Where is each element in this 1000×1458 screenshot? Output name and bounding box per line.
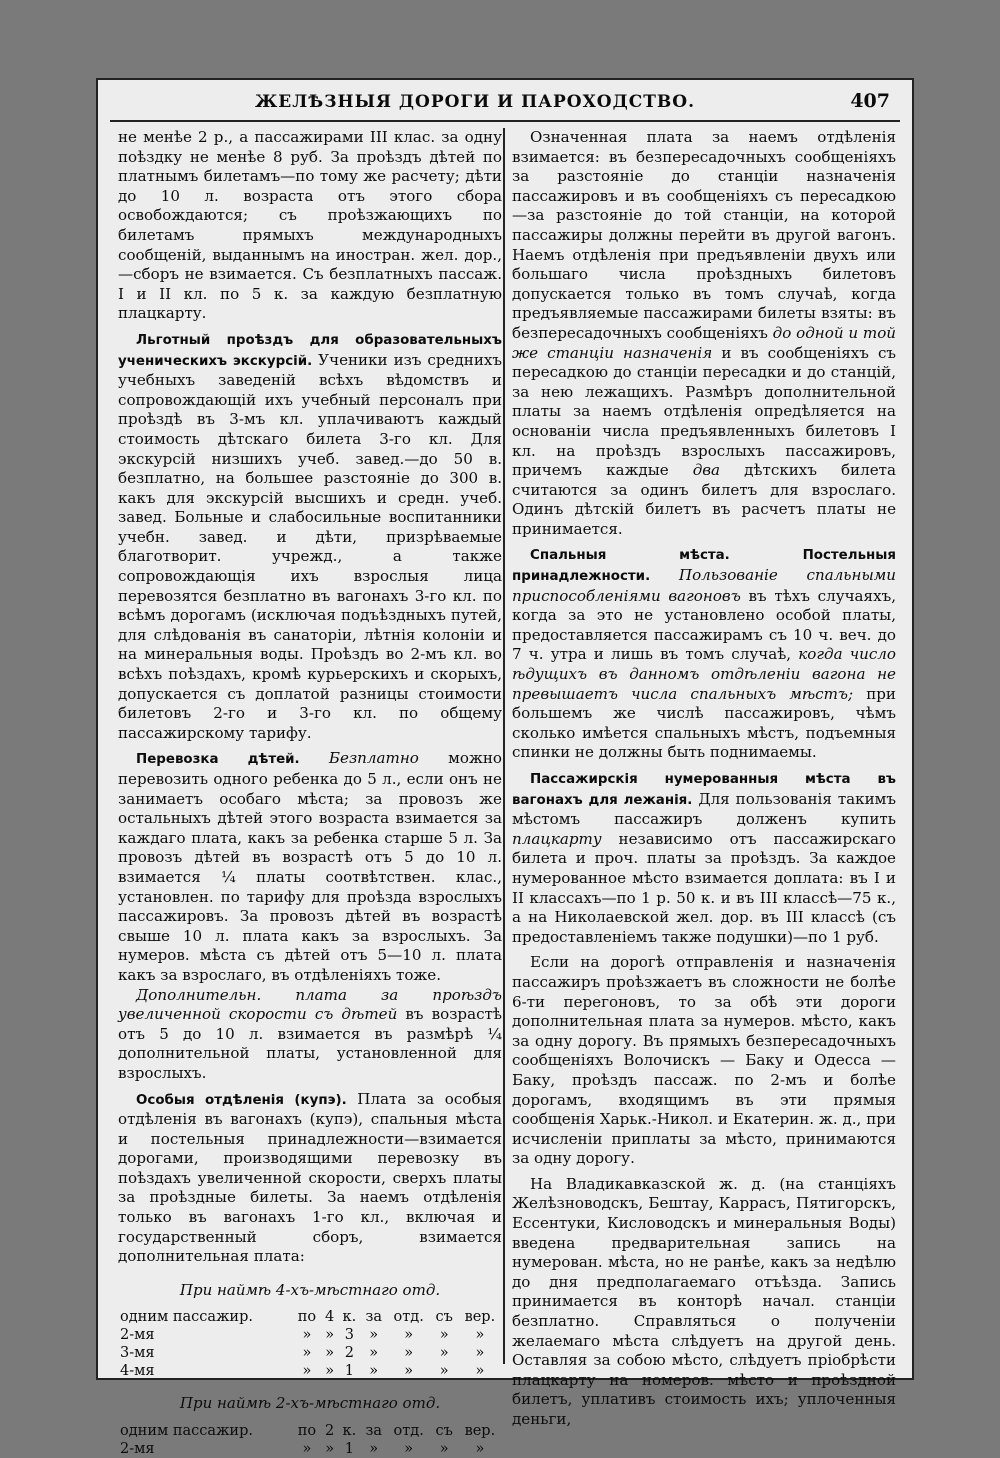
table-row [118,1326,502,1344]
table-cell: 4-мя [120,1363,155,1380]
table-row [118,1344,502,1362]
table-cell: 2-мя [120,1327,155,1344]
emphasis: Безплатно [299,749,419,768]
table-cell: » [302,1345,312,1362]
table-cell: за [365,1309,382,1326]
emphasis: плацкарту [512,829,602,848]
table-cell: » [325,1363,335,1380]
table-cell: » [404,1327,414,1344]
table-cell: » [404,1363,414,1380]
paragraph [512,769,896,947]
table-cell: » [325,1345,335,1362]
table-cell: 2 [344,1345,354,1362]
paragraph-text: при большемъ же числѣ пассажировъ, чѣмъ сколько имѣется спальныхъ мѣстъ, подъемныя спинки не должны быть поднимаемы. [512,684,896,762]
table-cell: » [369,1363,379,1380]
table-cell: к. [342,1309,357,1326]
table-cell: » [439,1327,449,1344]
table-cell: съ [435,1423,453,1440]
table-cell: 1 [344,1441,354,1458]
table-cell: 2 [325,1423,335,1440]
emphasis: до одной и той же станціи назначенія [512,323,897,362]
paragraph-text: въ тѣхъ случаяхъ, когда за это не установлено особой платы, предоставляется пассажирамъ съ 10 ч. веч. до 7 ч. утра и лишь въ томъ случаѣ, [512,586,896,664]
running-title: ЖЕЛѢЗНЫЯ ДОРОГИ И ПАРОХОДСТВО. [254,92,696,112]
section-heading: Особыя отдѣленія (купэ). [136,1092,347,1108]
paragraph: не менѣе 2 р., а пассажирами III клас. за одну поѣздку не менѣе 8 руб. За проѣздъ дѣтей по платнымъ билетамъ—по тому же расчету; дѣти до 10 л. возраста отъ этого сбора освобождаются; съ проѣзжающихъ по билетамъ прямыхъ международныхъ сообщеній, выданнымъ на иностран. жел. дор.,—сборъ не взимается. Съ безплатныхъ пассаж. I и II кл. по 5 к. за каждую безплатную плацкарту. [118,128,502,323]
table-cell: по [297,1423,317,1440]
paragraph-text: можно перевозить одного ребенка до 5 л., если онъ не занимаетъ особаго мѣста; за провозъ же остальныхъ дѣтей этого возраста взимается за каждаго плата, какъ за ребенка старше 5 л. За провозъ дѣтей въ возрастѣ отъ 5 до 10 л. взимается ¼ платы соотвѣтствен. клас., установлен. по тарифу для проѣзда взрослыхъ пассажировъ. За провозъ дѣтей въ возрастѣ свыше 10 л. плата какъ за взрослыхъ. За нумеров. мѣста съ дѣтей отъ 5—10 л. плата какъ за взрослаго, въ отдѣленіяхъ тоже. [118,749,502,984]
left-column [118,128,502,1458]
paragraph [118,330,502,743]
table-row [118,1440,502,1458]
paragraph-text: Для пользованія такимъ мѣстомъ пассажиръ долженъ купить [512,789,897,829]
table-cell: отд. [393,1309,424,1326]
table-cell: » [439,1345,449,1362]
table-cell: » [369,1327,379,1344]
right-column [512,128,896,1430]
table-cell: 1 [344,1363,354,1380]
section-heading: Спальныя мѣста. Постельныя принадлежности. [512,548,896,585]
table-cell: » [404,1345,414,1362]
fare-table-2-seat [118,1422,502,1458]
table-cell: » [302,1441,312,1458]
book-page [96,78,914,1458]
table-cell: по [297,1309,317,1326]
section-heading: Пассажирскія нумерованныя мѣста въ вагонахъ для лежанія. [512,772,896,808]
table-cell: » [302,1327,312,1344]
paragraph-text: въ возрастѣ отъ 5 до 10 л. взимается въ размѣрѣ ¼ дополнительной платы, установленной для взрослыхъ. [118,1005,502,1082]
table-cell: » [325,1327,335,1344]
paragraph-text: и въ сообщеніяхъ съ пересадкою до станціи пересадки и до станцій, за нею лежащихъ. Размѣръ дополнительной платы за наемъ отдѣленія опредѣляется на основаніи числа предъявленныхъ билетовъ I кл. на проѣздъ взрослыхъ пассажировъ, причемъ каждые [512,343,896,480]
table-row [118,1422,502,1440]
table-cell: 4 [325,1309,335,1326]
table-cell: к. [342,1423,357,1440]
table-cell: » [369,1441,379,1458]
emphasis: два [692,461,721,480]
table-row [118,1362,502,1380]
page-number: 407 [850,90,890,112]
table-cell: вер. [464,1423,496,1440]
table-cell: съ [435,1309,453,1326]
table-cell: » [439,1363,449,1380]
paragraph-text: независимо отъ пассажирскаго билета и проч. платы за проѣздъ. За каждое нумерованное мѣсто взимается доплата: въ I и II классахъ—по 1 р. 50 к. и въ III классѣ—75 к., а на Николаевской жел. дор. въ III классѣ (съ предоставленіемъ также подушки)—по 1 руб. [512,829,896,946]
paragraph [512,128,896,539]
table-cell: » [369,1345,379,1362]
table-cell: одним пассажир. [120,1423,253,1440]
table-caption: При наймѣ 4-хъ-мѣстнаго отд. [179,1280,441,1299]
table-cell: 3-мя [120,1345,155,1362]
paragraph: Если на дорогѣ отправленія и назначенія пассажиръ проѣзжаетъ въ сложности не болѣе 6-ти перегоновъ, то за обѣ эти дороги дополнительная плата за нумеров. мѣсто, какъ за одну дорогу. Въ прямыхъ безпересадочныхъ сообщеніяхъ Волочискъ — Баку и Одесса — Баку, проѣздъ пассаж. по 2-мъ и болѣе дорогамъ, входящимъ въ эти прямыя сообщенія Харьк.-Никол. и Екатерин. ж. д., при исчисленіи приплаты за мѣсто, принимаются за одну дорогу. [512,953,896,1168]
emphasis: Дополнительн. плата за проѣздъ увеличенной скорости съ дѣтей [118,985,502,1024]
table-cell: отд. [393,1423,424,1440]
table-cell: » [475,1441,485,1458]
emphasis: Пользованіе спальными приспособленіями вагоновъ [512,566,896,605]
section-heading: Перевозка дѣтей. [136,752,300,768]
table-cell: » [439,1441,449,1458]
table-cell: за [365,1423,382,1440]
table-cell: » [475,1327,485,1344]
table-cell: » [302,1363,312,1380]
paragraph [118,1090,502,1267]
table-cell: 2-мя [120,1441,155,1458]
table-cell: 3 [344,1327,354,1344]
column-divider [503,128,505,1364]
fare-table-4-seat [118,1308,502,1380]
paragraph-text: дѣтскихъ билета считаются за одинъ билетъ для взрослаго. Одинъ дѣтскій билетъ въ расчетъ платы не принимается. [512,461,896,538]
paragraph: На Владикавказской ж. д. (на станціяхъ Желѣзноводскъ, Бештау, Каррасъ, Пятигорскъ, Ессентуки, Кисловодскъ и минеральныя Воды) введена предварительная запись на нумерован. мѣста, но не ранѣе, какъ за недѣлю до дня предполагаемаго отъѣзда. Запись принимается въ конторѣ начал. станціи безплатно. Справляться о полученіи желаемаго мѣста слѣдуетъ на другой день. Оставляя за собою мѣсто, слѣдуетъ пріобрѣсти плацкарту на номеров. мѣсто и проѣздной билетъ, уплативъ стоимость ихъ; уплоченныя деньги, [512,1174,896,1428]
table-caption: При наймѣ 2-хъ-мѣстнаго отд. [179,1394,441,1413]
table-cell: » [475,1345,485,1362]
table-row [118,1308,502,1326]
paragraph [118,749,502,985]
table-cell: вер. [464,1309,496,1326]
paragraph [512,545,896,763]
table-cell: одним пассажир. [120,1309,253,1326]
paragraph [118,986,502,1084]
paragraph-text: Ученики изъ среднихъ учебныхъ заведеній всѣхъ вѣдомствъ и сопровождающій ихъ учебный персоналъ при проѣздѣ въ 3-мъ кл. уплачиваютъ каждый стоимость дѣтскаго билета 3-го кл. Для экскурсій низшихъ учеб. завед.—до 50 в. безплатно, на большее разстояніе до 300 в. какъ для экскурсій высшихъ и средн. учеб. завед. Больные и слабосильные воспитанники учебн. завед. и дѣти, призрѣваемые благотворит. учрежд., а также сопровождающія ихъ взрослыя лица перевозятся безплатно въ вагонахъ 3-го кл. по всѣмъ дорогамъ (исключая подъѣздныхъ путей, для слѣдованія въ санаторіи, лѣтнія колоніи и на минеральныя воды. Проѣздъ во 2-мъ кл. во всѣхъ поѣздахъ, кромѣ курьерскихъ и скорыхъ, допускается съ доплатой разницы стоимости билетовъ 2-го и 3-го кл. по общему пассажирскому тарифу. [118,350,502,742]
paragraph-text: Означенная плата за наемъ отдѣленія взимается: въ безпересадочныхъ сообщеніяхъ за разстояніе до станціи назначенія пассажировъ и въ сообщеніяхъ съ пересадкою—за разстояніе до той станціи, на которой пассажиры должны перейти въ другой вагонъ. Наемъ отдѣленія при предъявленіи двухъ или большаго числа проѣздныхъ билетовъ допускается только въ томъ случаѣ, когда предъявляемые пассажирами билеты взяты: въ безпересадочныхъ сообщеніяхъ [512,128,896,342]
page-header [98,90,912,118]
emphasis: когда число ѣдущихъ въ данномъ отдѣленіи вагона не превышаетъ числа спальныхъ мѣстъ; [512,645,897,703]
paragraph-text: Плата за особыя отдѣленія въ вагонахъ (купэ), спальныя мѣста и постельныя принадлежности—взимается дорогами, производящими перевозку въ поѣздахъ увеличенной скорости, сверхъ платы за проѣздные билеты. За наемъ отдѣленія только въ вагонахъ 1-го кл., включая и государственный сборъ, взимается дополнительная плата: [118,1089,502,1266]
table-cell: » [325,1441,335,1458]
section-heading: Льготный проѣздъ для образовательныхъ ученическихъ экскурсій. [118,332,502,369]
table-cell: » [475,1363,485,1380]
table-cell: » [404,1441,414,1458]
header-rule [110,120,900,122]
